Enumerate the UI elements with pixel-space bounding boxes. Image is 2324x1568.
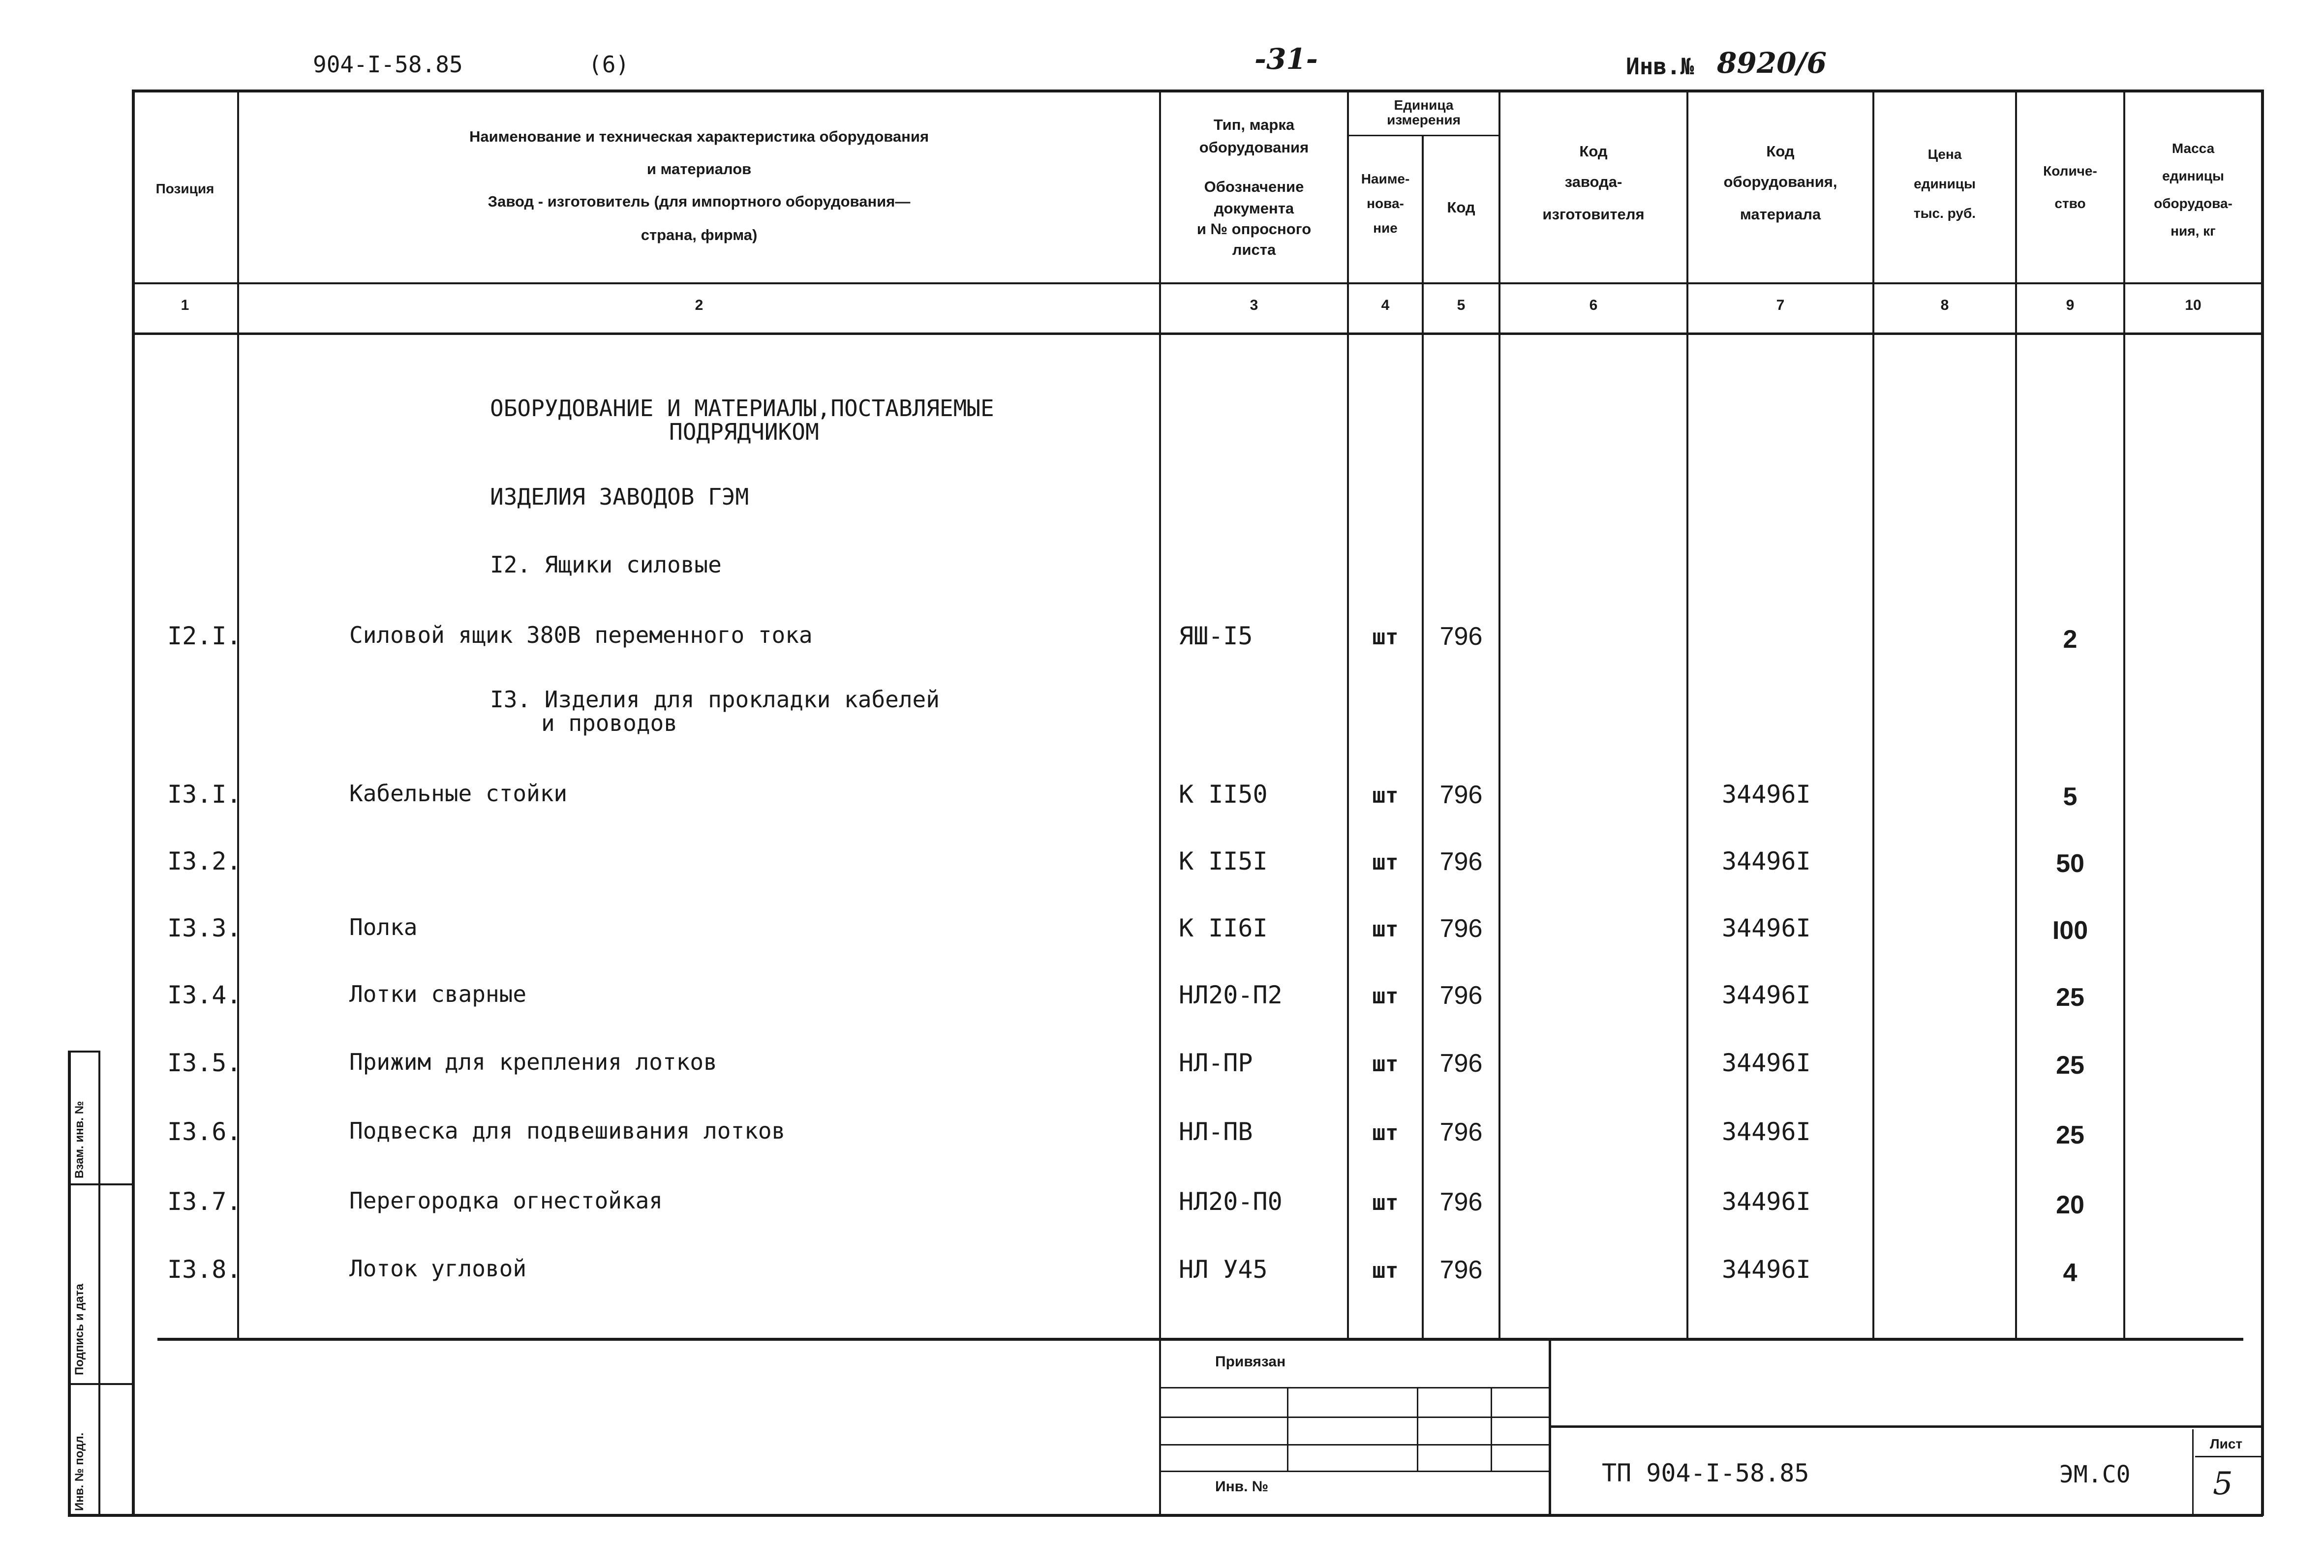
row-material-code: 34496I <box>1722 847 1811 875</box>
section-heading-cable-items-line2: и проводов <box>541 710 677 736</box>
row-quantity: 20 <box>2056 1191 2084 1219</box>
doc-code: 904-I-58.85 <box>313 51 463 78</box>
row-unit: шт <box>1372 917 1399 942</box>
row-unit: шт <box>1372 783 1399 808</box>
row-unit: шт <box>1372 625 1399 650</box>
row-material-code: 34496I <box>1722 914 1811 942</box>
row-position: I3.8. <box>167 1255 242 1284</box>
row-quantity: 4 <box>2063 1259 2078 1287</box>
row-material-code: 34496I <box>1722 981 1811 1009</box>
row-unit-code: 796 <box>1439 1256 1483 1284</box>
inventory-value: 8920/6 <box>1717 46 1827 80</box>
row-name: Перегородка огнестойкая <box>349 1187 663 1214</box>
row-type: К II5I <box>1179 847 1268 875</box>
row-position: I3.6. <box>167 1117 242 1146</box>
row-quantity: 25 <box>2056 983 2084 1012</box>
section-heading-power-boxes: I2. Ящики силовые <box>490 551 722 578</box>
row-position: I3.5. <box>167 1049 242 1077</box>
row-unit: шт <box>1372 1120 1399 1146</box>
row-position: I3.3. <box>167 914 242 942</box>
row-position: I3.7. <box>167 1187 242 1216</box>
row-unit: шт <box>1372 984 1399 1009</box>
row-name: Лоток угловой <box>349 1255 527 1282</box>
row-name: Полка <box>349 914 418 940</box>
row-name: Силовой ящик 380В переменного тока <box>349 622 813 648</box>
section-heading-contractor-line2: ПОДРЯДЧИКОМ <box>669 419 819 445</box>
row-type: НЛ У45 <box>1179 1255 1268 1284</box>
row-quantity: 5 <box>2063 783 2078 811</box>
row-type: НЛ-ПВ <box>1179 1117 1253 1146</box>
row-material-code: 34496I <box>1722 1117 1811 1146</box>
row-unit: шт <box>1372 1190 1399 1215</box>
stamp-list-label: Лист <box>2210 1436 2243 1451</box>
col-header-position: Позиция <box>155 181 214 196</box>
row-unit-code: 796 <box>1439 914 1483 943</box>
doc-number: (6) <box>588 51 630 78</box>
row-name: Подвеска для подвешивания лотков <box>349 1117 786 1144</box>
row-material-code: 34496I <box>1722 1187 1811 1216</box>
row-position: I2.I. <box>167 622 242 650</box>
row-type: НЛ20-П2 <box>1179 981 1283 1009</box>
row-unit-code: 796 <box>1439 1049 1483 1078</box>
stamp-inv-no: Инв. № <box>1215 1478 1269 1495</box>
row-position: I3.I. <box>167 780 242 809</box>
side-label-replacement-inv: Взам. инв. № <box>73 1101 86 1178</box>
row-position: I3.2. <box>167 847 242 875</box>
row-position: I3.4. <box>167 981 242 1009</box>
row-unit: шт <box>1372 850 1399 875</box>
row-type: НЛ-ПР <box>1179 1049 1253 1077</box>
row-unit-code: 796 <box>1439 981 1483 1010</box>
row-material-code: 34496I <box>1722 780 1811 809</box>
row-quantity: 50 <box>2056 849 2084 878</box>
section-heading-cable-items: I3. Изделия для прокладки кабелей <box>490 686 940 713</box>
row-unit-code: 796 <box>1439 847 1483 876</box>
inventory-label: Инв.№ <box>1626 53 1694 80</box>
row-material-code: 34496I <box>1722 1255 1811 1284</box>
row-quantity: I00 <box>2052 916 2088 945</box>
stamp-sheet-code: ЭМ.С0 <box>2059 1461 2131 1488</box>
row-material-code: 34496I <box>1722 1049 1811 1077</box>
stamp-doc-ref: ТП 904-I-58.85 <box>1602 1459 1809 1487</box>
stamp-list-number: 5 <box>2213 1466 2233 1502</box>
row-unit: шт <box>1372 1052 1399 1077</box>
row-name: Кабельные стойки <box>349 780 568 807</box>
row-type: НЛ20-П0 <box>1179 1187 1283 1216</box>
row-type: К II50 <box>1179 780 1268 809</box>
side-label-original-inv: Инв. № подл. <box>73 1432 86 1511</box>
row-quantity: 2 <box>2063 625 2078 654</box>
row-name: Прижим для крепления лотков <box>349 1049 717 1075</box>
row-quantity: 25 <box>2056 1051 2084 1080</box>
section-heading-contractor: ОБОРУДОВАНИЕ И МАТЕРИАЛЫ,ПОСТАВЛЯЕМЫЕ <box>490 395 994 422</box>
row-unit-code: 796 <box>1439 781 1483 809</box>
row-unit: шт <box>1372 1258 1399 1283</box>
row-unit-code: 796 <box>1439 1118 1483 1146</box>
row-unit-code: 796 <box>1439 622 1483 651</box>
row-name: Лотки сварные <box>349 981 527 1007</box>
row-quantity: 25 <box>2056 1121 2084 1149</box>
page-mark: -31- <box>1254 42 1318 76</box>
stamp-privyazan: Привязан <box>1215 1354 1286 1370</box>
row-type: ЯШ-I5 <box>1179 622 1253 650</box>
side-label-signature-date: Подпись и дата <box>73 1284 86 1375</box>
row-type: К II6I <box>1179 914 1268 942</box>
section-heading-gem: ИЗДЕЛИЯ ЗАВОДОВ ГЭМ <box>490 483 749 510</box>
row-unit-code: 796 <box>1439 1188 1483 1216</box>
